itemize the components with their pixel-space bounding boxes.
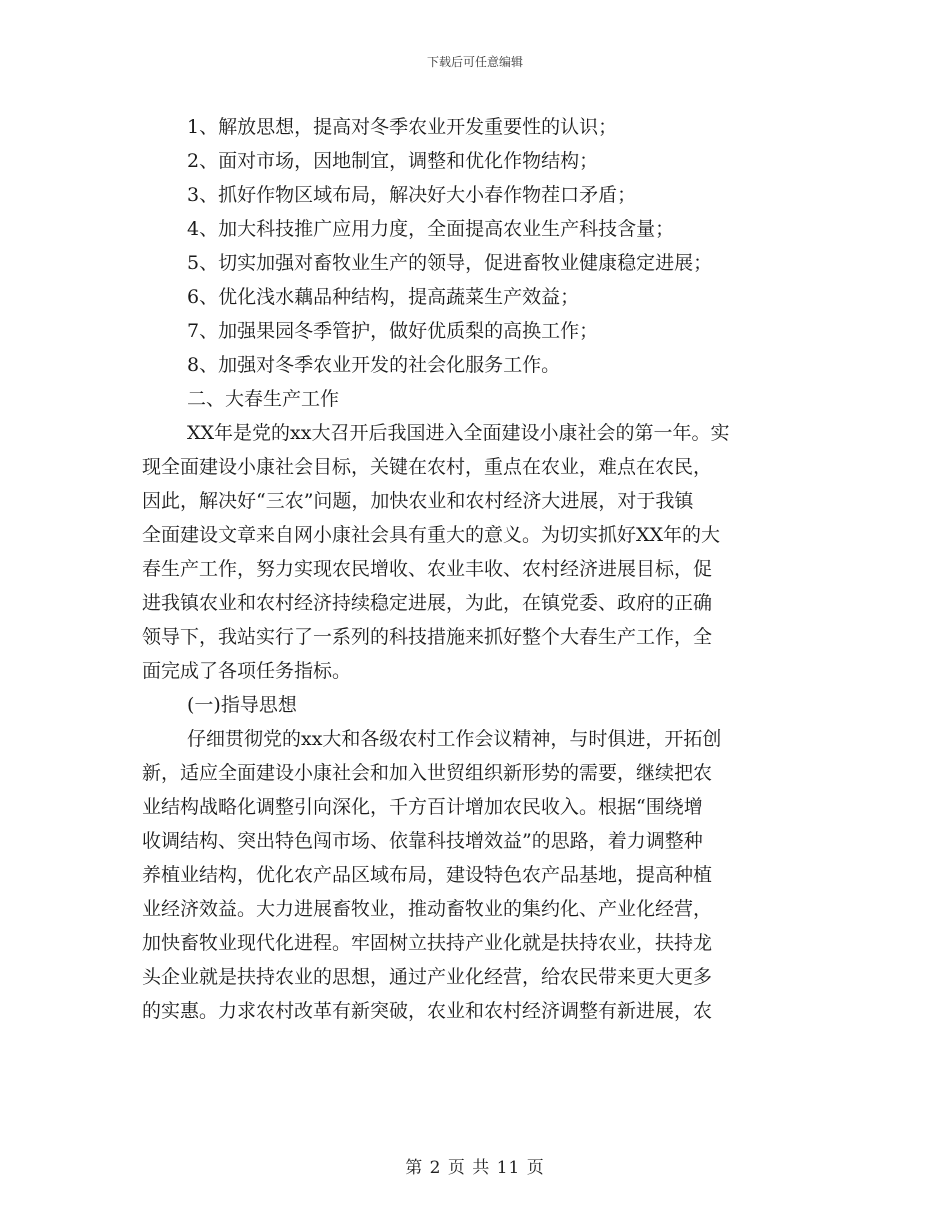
paragraph-line: 养植业结构，优化农产品区域布局，建设特色农产品基地，提高种植 [142, 864, 713, 886]
paragraph-line: 仔细贯彻党的xx大和各级农村工作会议精神，与时俱进，开拓创 [187, 728, 722, 750]
paragraph-line: 业结构战略化调整引向深化，千方百计增加农民收入。根据“围绕增 [142, 796, 703, 818]
list-item: 1、解放思想，提高对冬季农业开发重要性的认识； [187, 116, 618, 138]
document-body [142, 110, 808, 1028]
paragraph-line: 的实惠。力求农村改革有新突破，农业和农村经济调整有新进展，农 [142, 1000, 713, 1022]
list-item: 2、面对市场，因地制宜，调整和优化作物结构； [187, 150, 599, 172]
subheading: (一)指导思想 [187, 694, 297, 716]
paragraph-line: 进我镇农业和农村经济持续稳定进展，为此，在镇党委、政府的正确 [142, 592, 713, 614]
paragraph-line: 春生产工作，努力实现农民增收、农业丰收、农村经济进展目标，促 [142, 558, 713, 580]
list-item: 6、优化浅水藕品种结构，提高蔬菜生产效益； [187, 286, 580, 308]
paragraph-line: 面完成了各项任务指标。 [142, 660, 352, 682]
paragraph-line: 现全面建设小康社会目标，关键在农村，重点在农业，难点在农民， [142, 456, 713, 478]
section-heading: 二、大春生产工作 [187, 388, 340, 410]
paragraph-line: 收调结构、突出特色闯市场、依靠科技增效益”的思路，着力调整种 [142, 830, 703, 852]
list-item: 4、加大科技推广应用力度，全面提高农业生产科技含量； [187, 218, 675, 240]
list-item: 7、加强果园冬季管护，做好优质梨的高换工作； [187, 320, 599, 342]
list-item: 8、加强对冬季农业开发的社会化服务工作。 [187, 354, 561, 376]
paragraph-line: 全面建设文章来自网小康社会具有重大的意义。为切实抓好XX年的大 [142, 524, 721, 546]
page-number: 第 2 页 共 11 页 [405, 1158, 545, 1178]
paragraph-line: 加快畜牧业现代化进程。牢固树立扶持产业化就是扶持农业，扶持龙 [142, 932, 713, 954]
paragraph-line: 因此，解决好“三农”问题，加快农业和农村经济大进展，对于我镇 [142, 490, 694, 512]
header-note: 下载后可任意编辑 [426, 55, 523, 69]
paragraph-line: 业经济效益。大力进展畜牧业，推动畜牧业的集约化、产业化经营， [142, 898, 713, 920]
paragraph-line: 领导下，我站实行了一系列的科技措施来抓好整个大春生产工作，全 [142, 626, 713, 648]
list-item: 3、抓好作物区域布局，解决好大小春作物茬口矛盾； [187, 184, 637, 206]
paragraph-line: XX年是党的xx大召开后我国进入全面建设小康社会的第一年。实 [187, 422, 730, 444]
list-item: 5、切实加强对畜牧业生产的领导，促进畜牧业健康稳定进展； [187, 252, 713, 274]
paragraph-line: 头企业就是扶持农业的思想，通过产业化经营，给农民带来更大更多 [142, 966, 713, 988]
paragraph-line: 新，适应全面建设小康社会和加入世贸组织新形势的需要，继续把农 [142, 762, 713, 784]
